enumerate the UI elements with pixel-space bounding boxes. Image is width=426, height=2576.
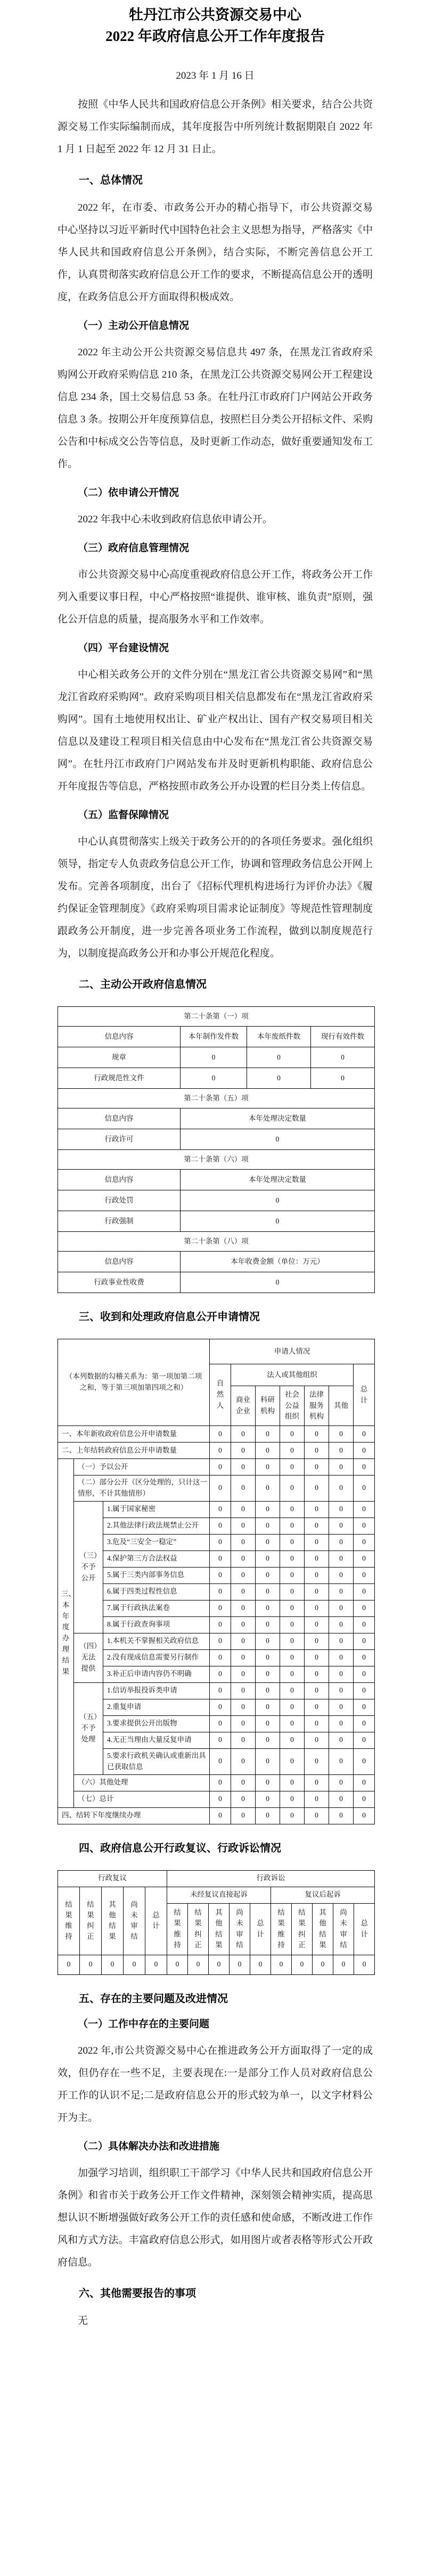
- value-cell: 0: [231, 1426, 256, 1443]
- value-cell: 0: [256, 1774, 280, 1791]
- value-cell: 0: [329, 1732, 354, 1748]
- value-cell: 0: [354, 1807, 375, 1824]
- value-cell: 0: [305, 1600, 329, 1616]
- row-label-cell: （一）予以公开: [74, 1459, 210, 1475]
- row-label-cell: 5.要求行政机关确认或重新出具已获取信息: [103, 1748, 210, 1774]
- value-cell: 0: [256, 1699, 280, 1715]
- value-cell: 0: [280, 1443, 305, 1459]
- header-cell: 结果维持: [167, 1903, 188, 1955]
- header-legal-org-cell: 法人或其他组织: [231, 1364, 354, 1386]
- value-cell: 0: [231, 1748, 256, 1774]
- value-cell: 0: [329, 1534, 354, 1550]
- value-cell: 0: [231, 1633, 256, 1649]
- group-label-not-processed: （五）不予处理: [74, 1682, 103, 1774]
- value-cell: 0: [256, 1443, 280, 1459]
- section-5-2-heading: （二）具体解决办法和改进措施: [78, 2140, 220, 2152]
- value-cell: 0: [329, 1459, 354, 1475]
- value-cell: 0: [329, 1649, 354, 1666]
- value-cell: 0: [329, 1426, 354, 1443]
- value-cell: 0: [231, 1583, 256, 1600]
- value-cell: 0: [210, 1475, 231, 1502]
- row-label-cell: 2.其他法律行政法规禁止公开: [103, 1518, 210, 1534]
- header-cell: 其他结果: [102, 1887, 124, 1955]
- value-cell: 0: [305, 1807, 329, 1824]
- value-cell: 0: [305, 1682, 329, 1699]
- value-cell: 0: [354, 1518, 375, 1534]
- value-cell: 0: [329, 1633, 354, 1649]
- row-label-cell: 行政规范性文件: [58, 1068, 181, 1089]
- value-cell: 0: [80, 1955, 102, 1974]
- value-cell: 0: [209, 1955, 230, 1974]
- value-cell: 0: [329, 1443, 354, 1459]
- value-cell: 0: [329, 1600, 354, 1616]
- value-cell: 0: [280, 1616, 305, 1633]
- value-cell: 0: [210, 1583, 231, 1600]
- section-1-3-paragraph: 市公共资源交易中心高度重视政府信息公开工作，将政务公开工作列入重要议事日程，中心严格按照“谁提供、谁审核、谁负责”原则，强化公开信息的质量，提高服务水平和工作效率。: [58, 569, 373, 625]
- header-cell: 本年收费金额（单位：万元）: [181, 1252, 375, 1272]
- value-cell: 0: [231, 1567, 256, 1583]
- section-5-heading: 五、存在的主要问题及改进情况: [79, 1993, 228, 2005]
- row-label-cell: 7.属于行政执法案卷: [103, 1600, 210, 1616]
- header-cell: 尚未审结: [124, 1887, 145, 1955]
- value-cell: 0: [280, 1682, 305, 1699]
- value-cell: 0: [305, 1501, 329, 1518]
- section-1-3-heading: （三）政府信息管理情况: [78, 543, 190, 554]
- value-cell: 0: [231, 1699, 256, 1715]
- header-cell: 信息内容: [58, 1252, 181, 1272]
- value-cell: 0: [256, 1748, 280, 1774]
- title-line-1: 牡丹江市公共资源交易中心: [129, 7, 301, 23]
- value-cell: 0: [329, 1567, 354, 1583]
- value-cell: 0: [210, 1633, 231, 1649]
- row-label-cell: 4.无正当理由大量反复申请: [103, 1732, 210, 1748]
- header-cell: 尚未审结: [230, 1903, 250, 1955]
- value-cell: 0: [181, 1272, 375, 1293]
- row-label-cell: （六）其他处理: [74, 1774, 210, 1791]
- article20-disclosure-table: [58, 1006, 375, 1293]
- header-natural-person-cell: 自然人: [210, 1364, 231, 1426]
- value-cell: 0: [210, 1682, 231, 1699]
- value-cell: 0: [329, 1715, 354, 1732]
- value-cell: 0: [354, 1732, 375, 1748]
- value-cell: 0: [188, 1955, 209, 1974]
- value-cell: 0: [256, 1616, 280, 1633]
- request-handling-table: [58, 1339, 375, 1824]
- row-label-cell: 3.要求提供公开出版物: [103, 1715, 210, 1732]
- value-cell: 0: [280, 1550, 305, 1567]
- section-5-2-paragraph: 加强学习培训，组织职工干部学习《中华人民共和国政府信息公开条例》和省市关于政务公开工作文件精神，深刻领会精神实质，提高思想认识不断增强做好政务公开工作的责任感和使命感，不断改进工作作风和方式方法。丰富政府信息公形式，如用图片或者表格等形式公开政府信息。: [58, 2167, 373, 2268]
- row-label-cell: 1.属于国家秘密: [103, 1501, 210, 1518]
- row-label-cell: 3.危及“三安全一稳定”: [103, 1534, 210, 1550]
- row-label-cell: 行政强制: [58, 1211, 181, 1232]
- value-cell: 0: [280, 1567, 305, 1583]
- value-cell: 0: [256, 1567, 280, 1583]
- row-label-cell: 1.信访举报投诉类申请: [103, 1682, 210, 1699]
- value-cell: 0: [280, 1666, 305, 1682]
- value-cell: 0: [256, 1501, 280, 1518]
- value-cell: 0: [280, 1600, 305, 1616]
- section-5-1-heading: （一）工作中存在的主要问题: [78, 2018, 210, 2030]
- value-cell: 0: [247, 1068, 311, 1089]
- value-cell: 0: [329, 1550, 354, 1567]
- document-title: [58, 4, 373, 47]
- value-cell: 0: [231, 1666, 256, 1682]
- value-cell: 0: [280, 1649, 305, 1666]
- table-caption-cell: 第二十条第（六）项: [58, 1150, 375, 1170]
- value-cell: 0: [329, 1699, 354, 1715]
- value-cell: 0: [256, 1633, 280, 1649]
- value-cell: 0: [181, 1068, 247, 1089]
- value-cell: 0: [231, 1649, 256, 1666]
- value-cell: 0: [210, 1459, 231, 1475]
- section-5-1-paragraph: 2022 年,市公共资源交易中心在推进政务公开方面取得了一定的成效，但仍存在一些不足，主要表现在:一是部分工作人员对政府信息公开工作的认识不足;二是政府信息公开的形式较为单一，以文字材料公开为主。: [58, 2045, 373, 2123]
- value-cell: 0: [210, 1567, 231, 1583]
- value-cell: 0: [231, 1550, 256, 1567]
- value-cell: 0: [256, 1426, 280, 1443]
- header-applicant-cell: 申请人情况: [210, 1339, 375, 1364]
- value-cell: 0: [210, 1600, 231, 1616]
- group-label-refused: （三）不予公开: [74, 1501, 103, 1633]
- value-cell: 0: [231, 1443, 256, 1459]
- value-cell: 0: [210, 1649, 231, 1666]
- value-cell: 0: [124, 1955, 145, 1974]
- value-cell: 0: [305, 1774, 329, 1791]
- value-cell: 0: [210, 1666, 231, 1682]
- value-cell: 0: [210, 1807, 231, 1824]
- header-cell: 结果纠正: [80, 1887, 102, 1955]
- value-cell: 0: [354, 1534, 375, 1550]
- row-label-cell: 行政事业性收费: [58, 1272, 181, 1293]
- value-cell: 0: [280, 1475, 305, 1502]
- header-cell: 结果维持: [58, 1887, 80, 1955]
- header-cell: 科研机构: [256, 1386, 280, 1426]
- intro-paragraph: 按照《中华人民共和国政府信息公开条例》相关要求，结合公共资源交易工作实际编制而成，其年度报告中所列统计数据期限自 2022 年 1 月 1 日起至 2022 年 12 月 31 日止。: [58, 99, 373, 155]
- row-label-cell: 3.补正后申请内容仍不明确: [103, 1666, 210, 1682]
- row-label-cell: 1.本机关不掌握相关政府信息: [103, 1633, 210, 1649]
- value-cell: 0: [329, 1682, 354, 1699]
- value-cell: 0: [305, 1748, 329, 1774]
- value-cell: 0: [311, 1068, 375, 1089]
- header-direct-suit-cell: 未经复议直接起诉: [167, 1887, 271, 1903]
- value-cell: 0: [210, 1699, 231, 1715]
- section-1-4-paragraph: 中心相关政务公开的文件分别在“黑龙江省公共资源交易网”和“黑龙江省政府采购网”。政府采购项目相关信息都发布在“黑龙江省政府采购网”。国有土地使用权出让、矿业产权出让、国有产权交易项目相关信息以及建设工程项目相关信息由中心发布在“黑龙江省公共资源交易网”。在牡丹江市政府门户网站发布并及时更新机构职能、政府信息公开年度报告等信息，严格按照市政务公开办设置的栏目分类上传信息。: [58, 669, 373, 792]
- table-caption-cell: 第二十条第（八）项: [58, 1232, 375, 1252]
- value-cell: 0: [210, 1501, 231, 1518]
- value-cell: 0: [305, 1534, 329, 1550]
- section-1-heading: 一、总体情况: [79, 174, 143, 186]
- header-cell: 本年废纸件数: [247, 1027, 311, 1047]
- review-lawsuit-table: [58, 1870, 375, 1975]
- row-label-cell: （七）总计: [74, 1791, 210, 1807]
- value-cell: 0: [256, 1518, 280, 1534]
- value-cell: 0: [280, 1774, 305, 1791]
- value-cell: 0: [256, 1666, 280, 1682]
- value-cell: 0: [354, 1791, 375, 1807]
- value-cell: 0: [102, 1955, 124, 1974]
- group-label-unable-provide: （四）无法提供: [74, 1633, 103, 1682]
- header-cell: 结果纠正: [188, 1903, 209, 1955]
- value-cell: 0: [329, 1748, 354, 1774]
- value-cell: 0: [210, 1748, 231, 1774]
- value-cell: 0: [354, 1715, 375, 1732]
- value-cell: 0: [230, 1955, 250, 1974]
- section-6-paragraph: 无: [78, 2315, 88, 2327]
- header-cell: 法律服务机构: [305, 1386, 329, 1426]
- header-suit-after-review-cell: 复议后起诉: [271, 1887, 375, 1903]
- header-admin-review-cell: 行政复议: [58, 1870, 167, 1887]
- value-cell: 0: [354, 1666, 375, 1682]
- section-4-heading: 四、政府信息公开行政复议、行政诉讼情况: [79, 1842, 281, 1854]
- value-cell: 0: [256, 1534, 280, 1550]
- header-cell: 总计: [145, 1887, 167, 1955]
- header-admin-lawsuit-cell: 行政诉讼: [167, 1870, 375, 1887]
- value-cell: 0: [231, 1616, 256, 1633]
- header-cell: 尚未审结: [333, 1903, 354, 1955]
- value-cell: 0: [305, 1443, 329, 1459]
- row-label-cell: 5.属于三类内部事务信息: [103, 1567, 210, 1583]
- header-cell: 本年处理决定数量: [181, 1170, 375, 1190]
- value-cell: 0: [256, 1791, 280, 1807]
- value-cell: 0: [305, 1518, 329, 1534]
- value-cell: 0: [354, 1583, 375, 1600]
- value-cell: 0: [210, 1518, 231, 1534]
- value-cell: 0: [305, 1475, 329, 1502]
- value-cell: 0: [256, 1682, 280, 1699]
- value-cell: 0: [181, 1190, 375, 1211]
- section-1-2-paragraph: 2022 年我中心未收到政府信息依申请公开。: [78, 514, 273, 525]
- value-cell: 0: [329, 1475, 354, 1502]
- value-cell: 0: [231, 1807, 256, 1824]
- value-cell: 0: [231, 1501, 256, 1518]
- value-cell: 0: [329, 1807, 354, 1824]
- value-cell: 0: [354, 1633, 375, 1649]
- value-cell: 0: [256, 1583, 280, 1600]
- section-1-5-paragraph: 中心认真贯彻落实上级关于政务公开的的各项任务要求。强化组织领导，指定专人负责政务信息公开工作，协调和管理政务信息公开网上发布。完善各项制度，出台了《招标代理机构进场行为评价办法》《履约保证金管理制度》《政府采购项目需求论证制度》等规范性管理制度跟政务公开制度，进一步完善各项业务工作流程，做到以制度规范行为，以制度提高政务公开和办事公开规范化程度。: [58, 836, 373, 959]
- value-cell: 0: [231, 1475, 256, 1502]
- header-cell: 总计: [250, 1903, 271, 1955]
- value-cell: 0: [210, 1616, 231, 1633]
- value-cell: 0: [313, 1955, 333, 1974]
- value-cell: 0: [280, 1699, 305, 1715]
- value-cell: 0: [305, 1791, 329, 1807]
- value-cell: 0: [329, 1774, 354, 1791]
- report-date: 2023 年 1 月 16 日: [176, 70, 255, 81]
- value-cell: 0: [58, 1955, 80, 1974]
- value-cell: 0: [329, 1518, 354, 1534]
- value-cell: 0: [280, 1732, 305, 1748]
- row-label-cell: 8.属于行政查询事项: [103, 1616, 210, 1633]
- value-cell: 0: [280, 1715, 305, 1732]
- value-cell: 0: [231, 1518, 256, 1534]
- value-cell: 0: [210, 1732, 231, 1748]
- row-label-cell: 行政许可: [58, 1129, 181, 1150]
- value-cell: 0: [167, 1955, 188, 1974]
- header-total-cell: 总计: [354, 1364, 375, 1426]
- value-cell: 0: [354, 1475, 375, 1502]
- header-cell: 其他结果: [209, 1903, 230, 1955]
- row-label-cell: （二）部分公开（区分处理的，只计这一情形，不计其他情形）: [74, 1475, 210, 1502]
- section-1-4-heading: （四）平台建设情况: [78, 643, 169, 654]
- value-cell: 0: [280, 1633, 305, 1649]
- section-2-heading: 二、主动公开政府信息情况: [79, 979, 207, 990]
- value-cell: 0: [280, 1501, 305, 1518]
- row-label-cell: 一、本年新收政府信息公开申请数量: [58, 1426, 210, 1443]
- table-caption-cell: 第二十条第（五）项: [58, 1089, 375, 1108]
- group-label-annual-results: 三、本年度办理结果: [58, 1459, 74, 1808]
- section-1-1-heading: （一）主动公开信息情况: [78, 320, 190, 331]
- section-1-5-heading: （五）监督保障情况: [78, 810, 169, 821]
- value-cell: 0: [256, 1475, 280, 1502]
- value-cell: 0: [250, 1955, 271, 1974]
- value-cell: 0: [329, 1583, 354, 1600]
- value-cell: 0: [231, 1791, 256, 1807]
- value-cell: 0: [305, 1715, 329, 1732]
- row-label-cell: 四、结转下年度继续办理: [58, 1807, 210, 1824]
- row-label-cell: 4.保护第三方合法权益: [103, 1550, 210, 1567]
- table-caption-cell: 第二十条第（一）项: [58, 1007, 375, 1027]
- table-note-cell: （本列数据的勾稽关系为：第一项加第二项之和，等于第三项加第四项之和）: [58, 1339, 210, 1426]
- value-cell: 0: [305, 1666, 329, 1682]
- row-label-cell: 2.没有现成信息需要另行制作: [103, 1649, 210, 1666]
- value-cell: 0: [210, 1791, 231, 1807]
- value-cell: 0: [305, 1550, 329, 1567]
- value-cell: 0: [181, 1047, 247, 1068]
- value-cell: 0: [280, 1459, 305, 1475]
- value-cell: 0: [231, 1774, 256, 1791]
- value-cell: 0: [354, 1443, 375, 1459]
- value-cell: 0: [271, 1955, 292, 1974]
- header-cell: 商业企业: [231, 1386, 256, 1426]
- value-cell: 0: [231, 1534, 256, 1550]
- value-cell: 0: [354, 1501, 375, 1518]
- section-1-1-paragraph: 2022 年主动公开公共资源交易信息共 497 条，在黑龙江省政府采购网公开政府采购信息 210 条，在黑龙江公共资源交易网公开工程建设信息 234 条，国土交易信息 53 条。在牡丹江市政府门户网站公开政务信息 3 条。按期公开年度预算信息，按照栏目分类公开招标文件、采购公告和中标成交公告等信息，及时更新工作动态，做好重要通知发布工作。: [58, 347, 373, 470]
- value-cell: 0: [280, 1791, 305, 1807]
- header-cell: 结果维持: [271, 1903, 292, 1955]
- header-cell: 其他结果: [313, 1903, 333, 1955]
- section-3-heading: 三、收到和处理政府信息公开申请情况: [79, 1311, 260, 1323]
- header-cell: 信息内容: [58, 1170, 181, 1190]
- value-cell: 0: [354, 1426, 375, 1443]
- value-cell: 0: [305, 1426, 329, 1443]
- value-cell: 0: [210, 1774, 231, 1791]
- value-cell: 0: [181, 1129, 375, 1150]
- value-cell: 0: [305, 1732, 329, 1748]
- value-cell: 0: [292, 1955, 313, 1974]
- row-label-cell: 2.重复申请: [103, 1699, 210, 1715]
- header-cell: 现行有效件数: [311, 1027, 375, 1047]
- value-cell: 0: [354, 1600, 375, 1616]
- value-cell: 0: [231, 1732, 256, 1748]
- row-label-cell: 二、上年结转政府信息公开申请数量: [58, 1443, 210, 1459]
- value-cell: 0: [329, 1616, 354, 1633]
- value-cell: 0: [210, 1715, 231, 1732]
- header-cell: 结果纠正: [292, 1903, 313, 1955]
- value-cell: 0: [305, 1633, 329, 1649]
- value-cell: 0: [354, 1699, 375, 1715]
- value-cell: 0: [280, 1748, 305, 1774]
- row-label-cell: 6.属于四类过程性信息: [103, 1583, 210, 1600]
- value-cell: 0: [231, 1600, 256, 1616]
- header-cell: 其他: [329, 1386, 354, 1426]
- value-cell: 0: [305, 1459, 329, 1475]
- value-cell: 0: [256, 1807, 280, 1824]
- value-cell: 0: [256, 1732, 280, 1748]
- value-cell: 0: [256, 1600, 280, 1616]
- value-cell: 0: [354, 1955, 375, 1974]
- value-cell: 0: [231, 1459, 256, 1475]
- value-cell: 0: [333, 1955, 354, 1974]
- value-cell: 0: [256, 1459, 280, 1475]
- value-cell: 0: [354, 1748, 375, 1774]
- value-cell: 0: [354, 1616, 375, 1633]
- value-cell: 0: [354, 1567, 375, 1583]
- header-cell: 社会公益组织: [280, 1386, 305, 1426]
- section-6-heading: 六、其他需要报告的事项: [79, 2287, 196, 2299]
- row-label-cell: 行政处罚: [58, 1190, 181, 1211]
- value-cell: 0: [145, 1955, 167, 1974]
- value-cell: 0: [256, 1649, 280, 1666]
- value-cell: 0: [305, 1583, 329, 1600]
- value-cell: 0: [256, 1715, 280, 1732]
- header-cell: 本年处理决定数量: [181, 1108, 375, 1129]
- value-cell: 0: [305, 1699, 329, 1715]
- value-cell: 0: [329, 1501, 354, 1518]
- value-cell: 0: [354, 1649, 375, 1666]
- value-cell: 0: [329, 1666, 354, 1682]
- value-cell: 0: [210, 1534, 231, 1550]
- value-cell: 0: [329, 1791, 354, 1807]
- value-cell: 0: [311, 1047, 375, 1068]
- section-1-paragraph: 2022 年，在市委、市政务公开办的精心指导下，市公共资源交易中心坚持以习近平新时代中国特色社会主义思想为指导，严格落实《中华人民共和国政府信息公开条例》，结合实际，不断完善信息公开工作，认真贯彻落实政府信息公开工作的要求，不断提高信息公开的透明度，在政务信息公开方面取得积极成效。: [58, 202, 373, 303]
- value-cell: 0: [354, 1459, 375, 1475]
- value-cell: 0: [305, 1649, 329, 1666]
- value-cell: 0: [305, 1616, 329, 1633]
- row-label-cell: 规章: [58, 1047, 181, 1068]
- value-cell: 0: [305, 1567, 329, 1583]
- value-cell: 0: [280, 1583, 305, 1600]
- value-cell: 0: [210, 1426, 231, 1443]
- header-cell: 本年制作发件数: [181, 1027, 247, 1047]
- value-cell: 0: [354, 1550, 375, 1567]
- value-cell: 0: [247, 1047, 311, 1068]
- header-cell: 信息内容: [58, 1108, 181, 1129]
- value-cell: 0: [280, 1807, 305, 1824]
- value-cell: 0: [280, 1426, 305, 1443]
- value-cell: 0: [280, 1534, 305, 1550]
- value-cell: 0: [210, 1443, 231, 1459]
- section-1-2-heading: （二）依申请公开情况: [78, 487, 179, 498]
- value-cell: 0: [256, 1550, 280, 1567]
- value-cell: 0: [354, 1774, 375, 1791]
- title-line-2: 2022 年政府信息公开工作年度报告: [105, 28, 325, 44]
- value-cell: 0: [280, 1518, 305, 1534]
- value-cell: 0: [210, 1550, 231, 1567]
- value-cell: 0: [354, 1682, 375, 1699]
- header-cell: 信息内容: [58, 1027, 181, 1047]
- value-cell: 0: [181, 1211, 375, 1232]
- value-cell: 0: [231, 1715, 256, 1732]
- value-cell: 0: [231, 1682, 256, 1699]
- header-cell: 总计: [354, 1903, 375, 1955]
